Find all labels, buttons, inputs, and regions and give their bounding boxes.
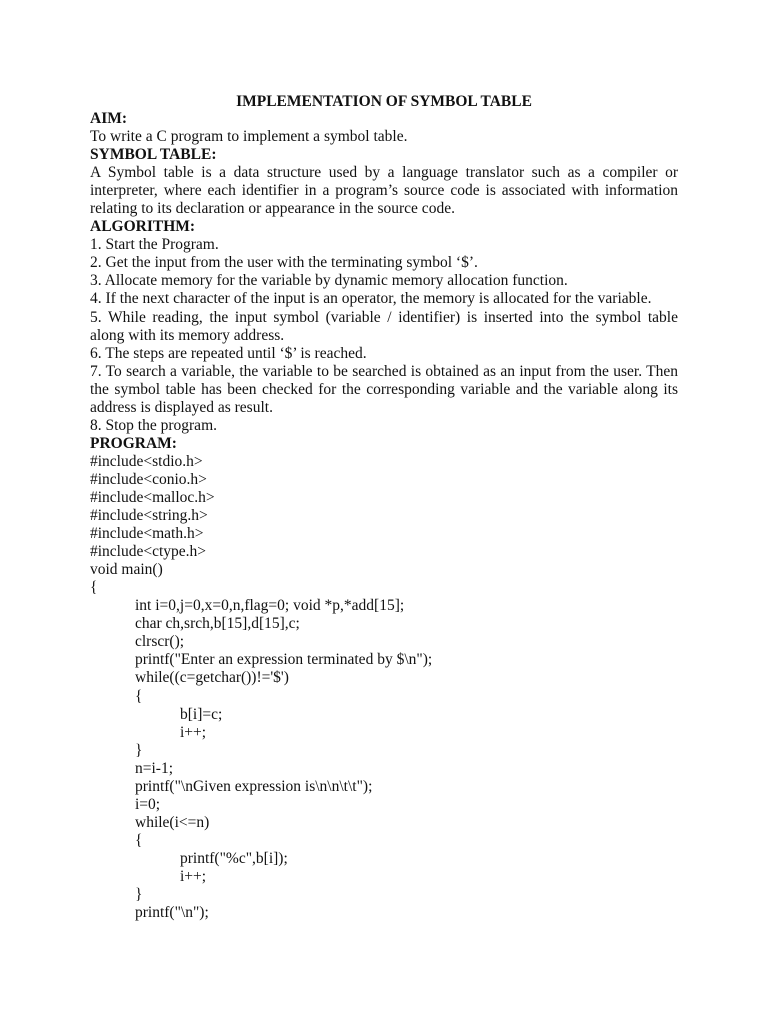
symbol-table-text: A Symbol table is a data structure used by a language translator such as a compiler or interpreter, where each identifier in a program’s source code is associated with information relating to its declaration or appearance in the source code. <box>90 164 678 218</box>
code-line: printf("Enter an expression terminated by $\n"); <box>135 651 433 669</box>
aim-heading: AIM: <box>90 110 128 127</box>
algorithm-step: 5. While reading, the input symbol (variable / identifier) is inserted into the symbol table along with its memory address. <box>90 308 678 344</box>
algorithm-step: 4. If the next character of the input is an operator, the memory is allocated for the variable. <box>90 290 652 308</box>
code-line: #include<stdio.h> <box>90 452 203 470</box>
code-line: printf("%c",b[i]); <box>180 849 288 867</box>
algorithm-step: 2. Get the input from the user with the terminating symbol ‘$’. <box>90 254 478 272</box>
code-line: } <box>135 886 143 904</box>
document-body <box>90 110 678 922</box>
code-line: printf("\n"); <box>135 904 209 922</box>
code-line: b[i]=c; <box>180 705 223 723</box>
code-line: while((c=getchar())!='$') <box>135 669 289 687</box>
algorithm-step: 8. Stop the program. <box>90 416 217 434</box>
code-line: #include<string.h> <box>90 507 208 525</box>
code-line: { <box>135 687 143 705</box>
code-line: { <box>90 579 98 597</box>
code-line: i=0; <box>135 795 161 813</box>
aim-text: To write a C program to implement a symbol table. <box>90 128 408 146</box>
code-line: #include<ctype.h> <box>90 543 207 561</box>
code-line: i++; <box>180 723 207 741</box>
code-line: while(i<=n) <box>135 813 210 831</box>
document-title: IMPLEMENTATION OF SYMBOL TABLE <box>236 93 532 110</box>
program-heading: PROGRAM: <box>90 434 177 452</box>
algorithm-step: 6. The steps are repeated until ‘$’ is reached. <box>90 344 367 362</box>
code-line: #include<conio.h> <box>90 470 207 488</box>
algorithm-step: 1. Start the Program. <box>90 236 219 254</box>
symbol-table-heading: SYMBOL TABLE: <box>90 146 217 164</box>
code-line: int i=0,j=0,x=0,n,flag=0; void *p,*add[15]; <box>135 597 405 615</box>
code-line: char ch,srch,b[15],d[15],c; <box>135 615 300 633</box>
code-line: { <box>135 831 143 849</box>
algorithm-heading: ALGORITHM: <box>90 218 196 236</box>
code-line: i++; <box>180 867 207 885</box>
code-line: } <box>135 741 143 759</box>
code-line: printf("\nGiven expression is\n\n\t\t"); <box>135 777 373 795</box>
code-line: n=i-1; <box>135 759 174 777</box>
code-line: #include<malloc.h> <box>90 488 215 506</box>
code-line: void main() <box>90 561 163 579</box>
code-line: #include<math.h> <box>90 525 204 543</box>
code-line: clrscr(); <box>135 633 185 651</box>
algorithm-step: 3. Allocate memory for the variable by dynamic memory allocation function. <box>90 272 568 290</box>
algorithm-step: 7. To search a variable, the variable to be searched is obtained as an input from the user. Then the symbol table has been checked for the corresponding variable and the variable along its address is displayed as result. <box>90 362 678 416</box>
